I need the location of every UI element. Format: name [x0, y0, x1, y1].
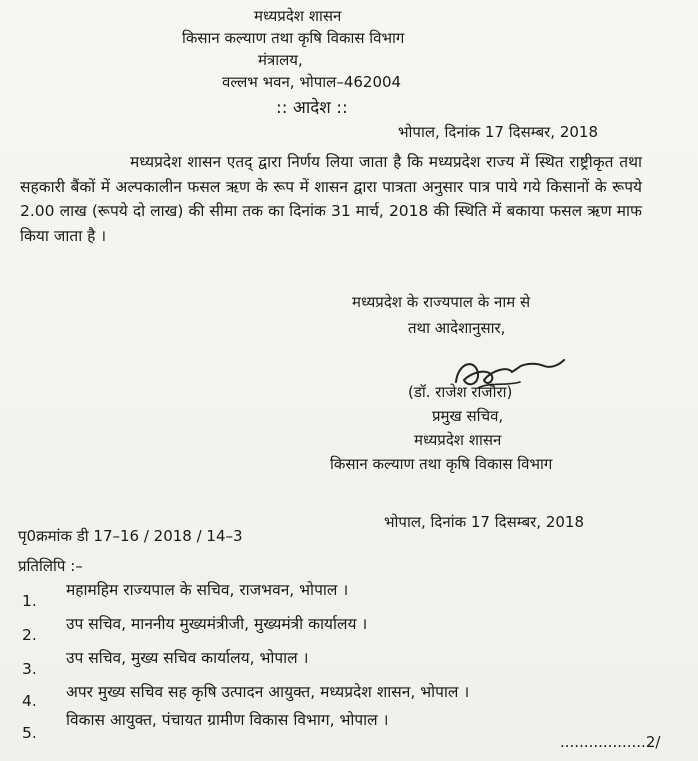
copy-list-item: उप सचिव, माननीय मुख्यमंत्रीजी, मुख्यमंत्री कार्यालय ।: [66, 615, 368, 633]
copy-list-item: उप सचिव, मुख्य सचिव कार्यालय, भोपाल ।: [66, 649, 309, 667]
order-title: :: आदेश ::: [276, 98, 348, 118]
copy-list-item: महामहिम राज्यपाल के सचिव, राजभवन, भोपाल ।: [66, 581, 349, 599]
copy-list-number: 2.: [22, 626, 37, 644]
copy-list-number: 4.: [22, 692, 37, 710]
copy-list-item: विकास आयुक्त, पंचायत ग्रामीण विकास विभाग, भोपाल ।: [66, 711, 389, 729]
copy-list-number: 3.: [22, 660, 37, 678]
closing-line-1: मध्यप्रदेश के राज्यपाल के नाम से: [352, 293, 531, 311]
order-body-paragraph: मध्यप्रदेश शासन एतद् द्वारा निर्णय लिया जाता है कि मध्यप्रदेश राज्य में स्थित राष्ट्रीकृत तथा सहकारी बैंकों में अल्पकालीन फसल ऋण के रूप में शासन द्वारा पात्रता अनुसार पात्र पाये गये किसानों के रूपये 2.00 लाख (रूपये दो लाख) की सीमा तक का दिनांक 31 मार्च, 2018 की स्थिति में बकाया फसल ऋण माफ किया जाता है ।: [20, 153, 642, 245]
endorsement-date: भोपाल, दिनांक 17 दिसम्बर, 2018: [384, 513, 585, 531]
copy-list-item: अपर मुख्य सचिव सह कृषि उत्पादन आयुक्त, मध्यप्रदेश शासन, भोपाल ।: [66, 683, 470, 701]
header-government: मध्यप्रदेश शासन: [254, 7, 342, 25]
copy-label: प्रतिलिपि :–: [18, 557, 83, 575]
order-date: भोपाल, दिनांक 17 दिसम्बर, 2018: [398, 123, 599, 141]
header-department: किसान कल्याण तथा कृषि विकास विभाग: [182, 29, 405, 47]
header-ministry: मंत्रालय,: [258, 51, 303, 69]
copy-list-number: 5.: [22, 724, 37, 742]
header-address: वल्लभ भवन, भोपाल–462004: [222, 73, 402, 91]
closing-line-2: तथा आदेशानुसार,: [408, 319, 506, 337]
page-continuation: ..................2/: [560, 733, 661, 751]
copy-list-number: 1.: [22, 592, 37, 610]
signatory-department: किसान कल्याण तथा कृषि विकास विभाग: [330, 455, 553, 473]
signatory-designation: प्रमुख सचिव,: [432, 407, 504, 425]
signatory-name: (डॉ. राजेश राजौरा): [408, 383, 513, 401]
signatory-org: मध्यप्रदेश शासन: [414, 431, 502, 449]
endorsement-number: पृ0क्रमांक डी 17–16 / 2018 / 14–3: [18, 527, 243, 545]
